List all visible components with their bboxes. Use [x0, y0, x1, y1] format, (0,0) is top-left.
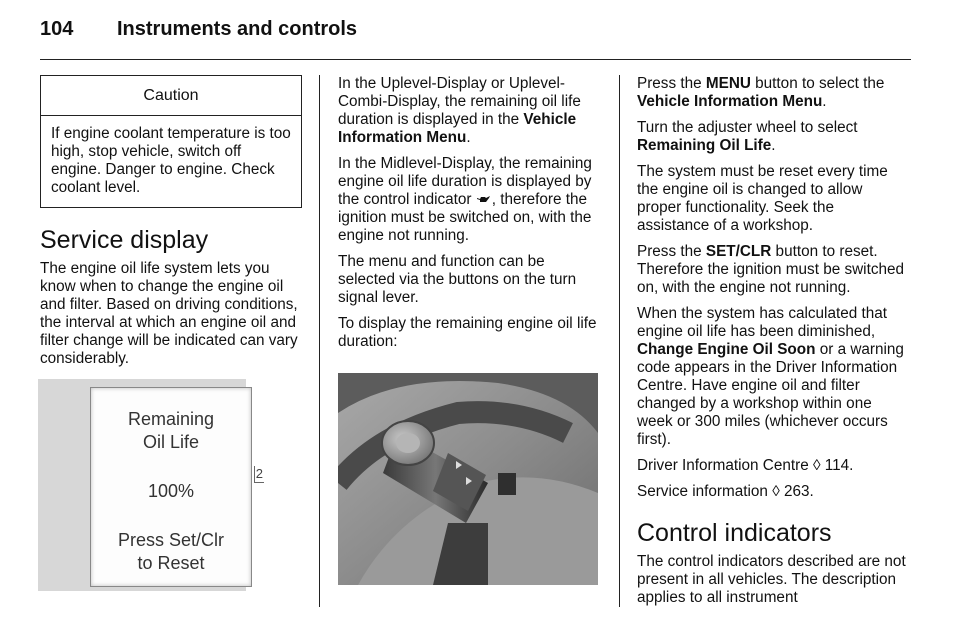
term-change-engine-oil-soon: Change Engine Oil Soon [637, 341, 816, 358]
term-vehicle-information-menu: Vehicle Information Menu [338, 111, 577, 146]
paragraph-adjuster-wheel: Turn the adjuster wheel to select Remaining Oil Life. [637, 119, 858, 154]
paragraph-uplevel-display: In the Uplevel-Display or Uplevel-Combi-Display, the remaining oil life duration is displayed in the Vehicle Information Menu. [338, 75, 581, 146]
caution-box [40, 75, 302, 208]
display-prompt-line1: Press Set/Clr [117, 530, 225, 550]
term-set-clr-button: SET/CLR [705, 243, 772, 260]
section-heading-service-display: Service display [40, 226, 209, 254]
header-rule [40, 59, 911, 60]
reference-arrow-icon: ◊ [772, 483, 780, 500]
term-menu-button: MENU [705, 75, 751, 92]
section-heading-control-indicators: Control indicators [637, 519, 832, 547]
page-number: 104 [40, 18, 74, 40]
display-line-oil-life: Oil Life [142, 432, 200, 452]
column-2 [338, 75, 603, 590]
paragraph-press-menu: Press the MENU button to select the Vehicle Information Menu. [637, 75, 885, 110]
column-divider-1 [319, 75, 320, 607]
oil-display-figure [38, 379, 263, 591]
paragraph-midlevel-display: In the Midlevel-Display, the remaining engine oil life duration is displayed by the control indicator , therefore the ignition must be switched on, with the engine not running. [338, 155, 592, 244]
caution-text: If engine coolant temperature is too high, stop vehicle, switch off engine. Danger to engine. Check coolant level. [51, 125, 291, 196]
page-header-title: Instruments and controls [117, 18, 358, 40]
cross-reference-service-information[interactable]: Service information ◊ 263. [637, 483, 814, 500]
display-line-remaining: Remaining [127, 409, 215, 429]
paragraph-control-indicators-intro: The control indicators described are not present in all vehicles. The description applies to all instrument [637, 553, 906, 606]
caution-title: Caution [41, 76, 301, 116]
paragraph-display-instruction: To display the remaining engine oil life duration: [338, 315, 597, 350]
reference-arrow-icon: ◊ [812, 457, 821, 474]
column-divider-2 [619, 75, 620, 607]
paragraph-menu-selection: The menu and function can be selected via the buttons on the turn signal lever. [338, 253, 577, 306]
service-display-intro: The engine oil life system lets you know when to change the engine oil and filter. Based on driving conditions, the interval at which an engine oil and filter change will be indicated can vary considerably. [40, 260, 298, 367]
display-prompt-line2: to Reset [137, 553, 205, 573]
display-oil-percentage: 100% [147, 481, 195, 501]
term-vehicle-information-menu-2: Vehicle Information Menu [637, 93, 823, 110]
display-page-indicator: 2 [255, 466, 263, 481]
oil-can-icon [476, 195, 492, 204]
cross-reference-driver-information-centre[interactable]: Driver Information Centre ◊ 114. [637, 457, 854, 474]
column-3 [637, 75, 907, 615]
oil-display-screen [90, 387, 263, 587]
column-1 [40, 75, 302, 591]
paragraph-system-reset: The system must be reset every time the engine oil is changed to allow proper functionality. Seek the assistance of a workshop. [637, 163, 888, 234]
term-remaining-oil-life: Remaining Oil Life [637, 137, 772, 154]
paragraph-change-oil-warning: When the system has calculated that engine oil life has been diminished, Change Engine Oil Soon or a warning code appears in the Driver Information Centre. Have engine oil and filter changed by a workshop within one week or 300 miles (whichever occurs first). [637, 305, 904, 448]
paragraph-press-set-clr: Press the SET/CLR button to reset. Therefore the ignition must be switched on, with the engine not running. [637, 243, 904, 296]
turn-signal-lever-photo [338, 373, 598, 585]
